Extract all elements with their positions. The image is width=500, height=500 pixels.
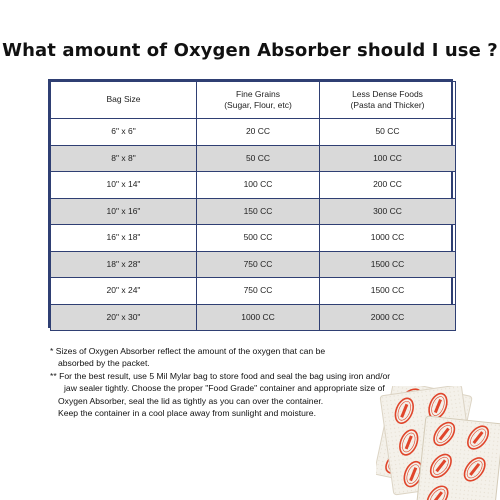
fine-grains-cell: 100 CC [197,172,320,199]
header-less-dense-sub: (Pasta and Thicker) [350,100,425,110]
less-dense-cell: 1000 CC [320,225,456,252]
bag-size-cell: 10" x 14" [51,172,197,199]
table-row [51,198,456,225]
table-row [51,304,456,331]
less-dense-cell: 50 CC [320,119,456,146]
note-line: absorbed by the packet. [58,358,150,369]
bag-size-cell: 10" x 16" [51,198,197,225]
bag-size-cell: 6" x 6" [51,119,197,146]
less-dense-cell: 300 CC [320,198,456,225]
fine-grains-cell: 750 CC [197,251,320,278]
bag-size-cell: 20" x 30" [51,304,197,331]
header-fine-grains-label: Fine Grains [236,88,280,99]
fine-grains-cell: 500 CC [197,225,320,252]
table-row [51,119,456,146]
header-less-dense-label: Less Dense Foods [352,88,423,99]
fine-grains-cell: 50 CC [197,145,320,172]
note-line: * Sizes of Oxygen Absorber reflect the amount of the oxygen that can be [50,346,326,356]
less-dense-cell: 2000 CC [320,304,456,331]
page-title: What amount of Oxygen Absorber should I use ? [2,40,498,61]
fine-grains-cell: 1000 CC [197,304,320,331]
bag-size-cell: 8" x 8" [51,145,197,172]
header-bag-size [51,82,197,119]
less-dense-cell: 100 CC [320,145,456,172]
header-fine-grains-sub: (Sugar, Flour, etc) [224,100,292,110]
table-row [51,278,456,305]
fine-grains-cell: 750 CC [197,278,320,305]
note-line: ** For the best result, use 5 Mil Mylar bag to store food and seal the bag using iron and/or [50,370,391,381]
header-bag-size-label: Bag Size [106,94,141,105]
less-dense-cell: 1500 CC [320,251,456,278]
table-header-row [51,82,456,119]
header-less-dense [320,82,456,119]
table-row [51,225,456,252]
less-dense-cell: 1500 CC [320,278,456,305]
bag-size-cell: 16" x 18" [51,225,197,252]
header-fine-grains [197,82,320,119]
note-line: jaw sealer tightly. Choose the proper "Food Grade" container and appropriate size of [64,383,385,394]
table-row [51,251,456,278]
table-row [51,145,456,172]
fine-grains-cell: 150 CC [197,198,320,225]
note-line: Oxygen Absorber, seal the lid as tightly as you can over the container. [58,395,324,406]
usage-notes [50,345,430,419]
packets-illustration [376,386,500,500]
table-row [51,172,456,199]
absorber-size-table [48,79,453,328]
bag-size-cell: 20" x 24" [51,278,197,305]
less-dense-cell: 200 CC [320,172,456,199]
note-line: Keep the container in a cool place away from sunlight and moisture. [58,408,316,419]
fine-grains-cell: 20 CC [197,119,320,146]
oxygen-absorber-packets-image [376,386,500,500]
bag-size-cell: 18" x 28" [51,251,197,278]
